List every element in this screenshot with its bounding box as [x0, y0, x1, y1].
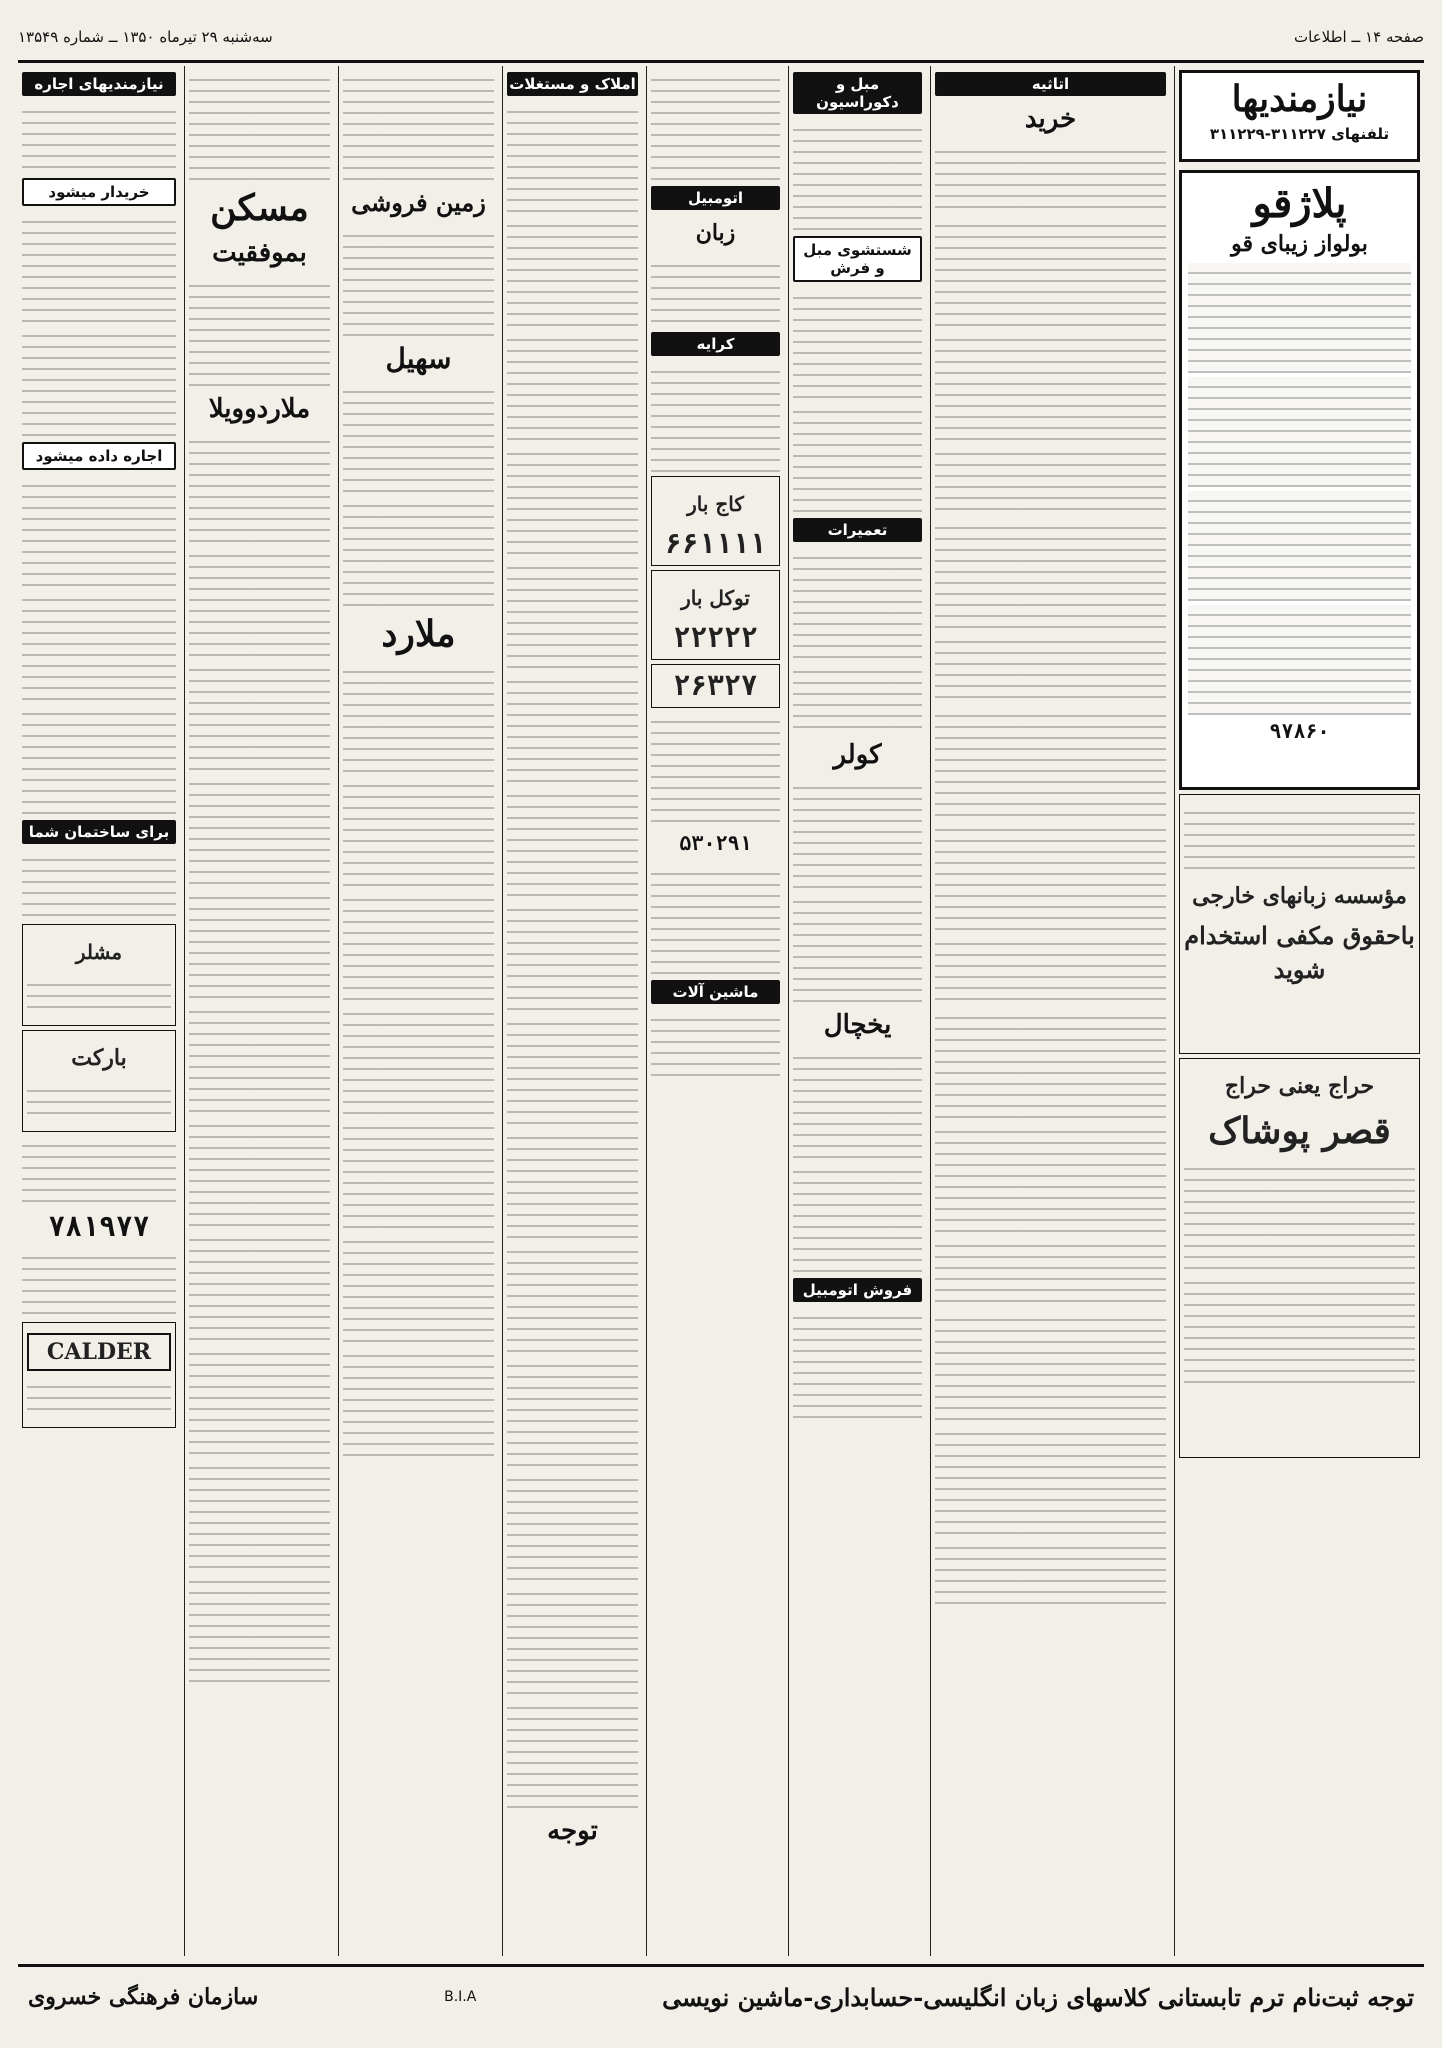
newspaper-page	[18, 14, 1424, 2034]
col8-ad-8	[22, 1136, 176, 1206]
niazmandiha-title: نیازمندیها	[1231, 78, 1368, 120]
col7-ad-3	[189, 432, 330, 542]
category-etasiye: اتاثیه	[935, 72, 1166, 96]
koorosh-phone: ۷۸۱۹۷۷	[48, 1210, 150, 1243]
col5-ad-11	[507, 1242, 638, 1352]
bottom-banner	[18, 1964, 1424, 2027]
barket-heading: بارکت	[71, 1045, 127, 1071]
col3-ad-5	[793, 662, 922, 732]
col7-ad-5	[189, 660, 330, 770]
col8-ad-6	[22, 704, 176, 814]
kajbar-heading: کاج بار	[687, 492, 744, 516]
col3-ad-3	[793, 402, 922, 512]
mallard-heading: ملارد	[381, 613, 456, 655]
col5-ad-13	[507, 1470, 638, 1580]
col6-ad-5	[343, 662, 494, 772]
col6-ad-1	[343, 70, 494, 180]
mischler-ad	[22, 924, 176, 1026]
col4-ad-5	[651, 864, 780, 974]
calder-ad	[22, 1322, 176, 1428]
mischler-heading: مشلر	[75, 940, 123, 964]
movafaghiat-heading: بموفقیت	[212, 238, 307, 268]
bottom-bia: B.I.A	[444, 1989, 477, 2005]
col5-ad-4	[507, 444, 638, 554]
col6-ad-4	[343, 496, 494, 606]
col5-ad-12	[507, 1356, 638, 1466]
language-institute-heading: مؤسسه زبانهای خارجی	[1192, 883, 1407, 909]
col4-ad-4	[651, 712, 780, 822]
bottom-tavajoh: توجه ثبت‌نام ترم تابستانی کلاسهای زبان انگلیسی-حسابداری-ماشین نویسی	[662, 1982, 1414, 2012]
col6-ad-10	[343, 1232, 494, 1342]
column-8	[18, 66, 180, 1956]
barket-text	[27, 1081, 171, 1123]
category-otomobil: اتومبیل	[651, 186, 780, 210]
category-kharidar: خریدار میشود	[22, 178, 176, 206]
columns	[18, 66, 1424, 1956]
col2-ad-4	[935, 444, 1166, 514]
col2-ad-7	[935, 706, 1166, 816]
col4-ad-1	[651, 70, 780, 180]
zaminforooshi-heading: زمین فروشی	[351, 188, 486, 217]
col7-ad-13	[189, 1572, 330, 1682]
category-mashin-alat: ماشین آلات	[651, 980, 780, 1004]
col2-ad-9	[935, 934, 1166, 1004]
col5-ad-10	[507, 1128, 638, 1238]
atoshahpoor-ad	[651, 664, 780, 708]
col2-ad-1	[935, 142, 1166, 212]
column-1	[1174, 66, 1424, 1956]
col5-ad-1	[507, 102, 638, 212]
col2-ad-6	[935, 632, 1166, 702]
col7-ad-7	[189, 888, 330, 998]
col3-ad-10	[793, 1308, 922, 1418]
col8-ad-7	[22, 850, 176, 920]
col3-ad-2	[793, 288, 922, 398]
kajbar-phone: ۶۶۱۱۱۱	[664, 527, 767, 560]
category-keraye: کرایه	[651, 332, 780, 356]
lang-lines	[1184, 803, 1415, 873]
category-sakhteman: برای ساختمان شما	[22, 820, 176, 844]
category-shostoshoo: شستشوی مبل و فرش	[793, 236, 922, 282]
col5-ad-9	[507, 1014, 638, 1124]
col5-ad-2	[507, 216, 638, 326]
col7-ad-11	[189, 1344, 330, 1454]
col5-ad-8	[507, 900, 638, 1010]
col2-ad-13	[935, 1310, 1166, 1420]
sohail-heading: سهیل	[385, 342, 452, 375]
col2-ad-10	[935, 1008, 1166, 1118]
tavajoh-heading: توجه	[547, 1816, 598, 1846]
page-label: صفحه ۱۴ ــ اطلاعات	[1294, 28, 1424, 46]
col4-ad-3	[651, 362, 780, 472]
barket-ad	[22, 1030, 176, 1132]
col5-ad-14	[507, 1584, 638, 1694]
tokalbar-phone: ۲۲۲۲۲	[673, 621, 758, 654]
col8-ad-9	[22, 1248, 176, 1318]
col8-ad-2	[22, 212, 176, 322]
col3-ad-4	[793, 548, 922, 658]
category-amlak: املاک و مستغلات	[507, 72, 638, 96]
column-7	[184, 66, 334, 1956]
col2-ad-2	[935, 216, 1166, 326]
column-6	[338, 66, 498, 1956]
col3-ad-7	[793, 892, 922, 1002]
plazho-sub: بولواز زیبای قو	[1231, 231, 1368, 257]
col5-ad-7	[507, 786, 638, 896]
col3-ad-6	[793, 778, 922, 888]
bottom-khosravi: سازمان فرهنگی خسروی	[28, 1984, 259, 2010]
col7-ad-12	[189, 1458, 330, 1568]
column-5	[502, 66, 642, 1956]
plazho-phone: ۹۷۸۶۰	[1269, 719, 1330, 743]
col2-ad-8	[935, 820, 1166, 930]
atoshahpoor-phone: ۲۶۳۲۷	[673, 669, 758, 702]
plazho-title: پلاژقو	[1252, 180, 1347, 227]
col7-ad-9	[189, 1116, 330, 1226]
category-ejare-dade: اجاره داده میشود	[22, 442, 176, 470]
col8-ad-5	[22, 590, 176, 700]
qasr-ad	[1179, 1058, 1420, 1458]
page-header	[18, 14, 1424, 63]
zaban-heading: زبان	[695, 220, 736, 246]
category-foroosh-otomobil: فروش اتومبیل	[793, 1278, 922, 1302]
col6-ad-11	[343, 1346, 494, 1456]
qasr-text-2	[1184, 1273, 1415, 1383]
col2-ad-15	[935, 1538, 1166, 1608]
col6-ad-7	[343, 890, 494, 1000]
col2-ad-12	[935, 1236, 1166, 1306]
col3-ad-9	[793, 1162, 922, 1272]
jarsaqil-phone: ۵۳۰۲۹۱	[679, 831, 752, 855]
mallard-vila-heading: ملاردوویلا	[208, 394, 311, 424]
column-3	[788, 66, 926, 1956]
col6-ad-9	[343, 1118, 494, 1228]
col3-ad-8	[793, 1048, 922, 1158]
col2-ad-3	[935, 330, 1166, 440]
col5-ad-5	[507, 558, 638, 668]
date-issue: سه‌شنبه ۲۹ تیرماه ۱۳۵۰ ــ شماره ۱۳۵۴۹	[18, 28, 273, 46]
column-4	[646, 66, 784, 1956]
col7-ad-6	[189, 774, 330, 884]
maskan-heading: مسکن	[210, 187, 309, 229]
col7-ad-4	[189, 546, 330, 656]
plazho-text-4	[1188, 605, 1411, 715]
category-mobl: مبل و دکوراسیون	[793, 72, 922, 114]
col5-ad-15	[507, 1698, 638, 1808]
col6-ad-2	[343, 226, 494, 336]
yakhchal-heading: یخچال	[823, 1010, 892, 1040]
category-niazmandi-ejare: نیازمندیهای اجاره	[22, 72, 176, 96]
kajbar-ad	[651, 476, 780, 566]
col6-ad-8	[343, 1004, 494, 1114]
mischler-text	[27, 975, 171, 1017]
col4-ad-6	[651, 1010, 780, 1080]
kolar-heading: کولر	[833, 740, 882, 770]
category-kharid: خرید	[1024, 104, 1077, 134]
col5-ad-3	[507, 330, 638, 440]
col7-ad-2	[189, 276, 330, 386]
tokalbar-ad	[651, 570, 780, 660]
col8-ad-1	[22, 102, 176, 172]
col2-ad-14	[935, 1424, 1166, 1534]
calder-text	[27, 1377, 171, 1419]
col7-ad-8	[189, 1002, 330, 1112]
col2-ad-11	[935, 1122, 1166, 1232]
col5-ad-6	[507, 672, 638, 782]
col8-ad-3	[22, 326, 176, 436]
category-tamirat: تعمیرات	[793, 518, 922, 542]
col2-ad-5	[935, 518, 1166, 628]
col7-ad-10	[189, 1230, 330, 1340]
column-2	[930, 66, 1170, 1956]
calder-heading: CALDER	[27, 1333, 171, 1371]
niazmandiha-phones: تلفنهای ۳۱۱۲۲۷-۳۱۱۲۲۹	[1209, 125, 1390, 143]
language-institute-ad	[1179, 794, 1420, 1054]
col6-ad-6	[343, 776, 494, 886]
tokalbar-heading: توکل بار	[681, 586, 750, 610]
plazho-text	[1188, 263, 1411, 373]
col6-ad-3	[343, 382, 494, 492]
niazmandiha-box	[1179, 70, 1420, 162]
plazho-text-3	[1188, 491, 1411, 601]
col3-ad-1	[793, 120, 922, 230]
plazho-ad	[1179, 170, 1420, 790]
plazho-text-2	[1188, 377, 1411, 487]
employment-heading: باحقوق مکفی استخدام شوید	[1184, 921, 1415, 984]
col7-ad-1	[189, 70, 330, 180]
col8-ad-4	[22, 476, 176, 586]
qasr-text	[1184, 1159, 1415, 1269]
qasr-heading: قصر پوشاک	[1208, 1110, 1391, 1152]
col4-ad-2	[651, 256, 780, 326]
haraj-heading: حراج یعنی حراج	[1224, 1073, 1375, 1099]
